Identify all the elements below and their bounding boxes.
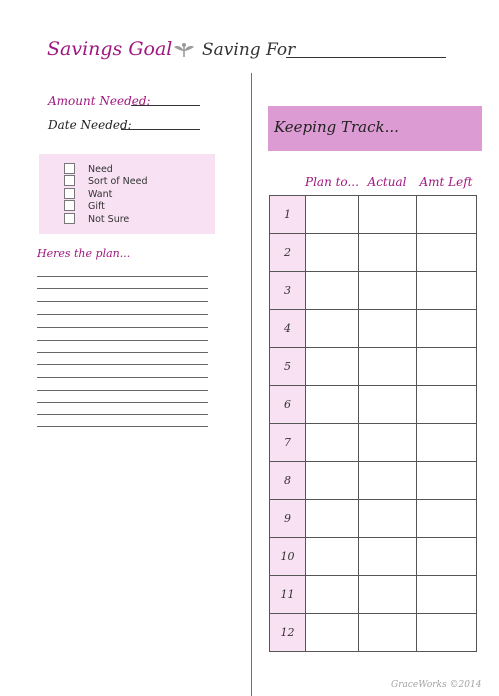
plan-to-cell[interactable] [306,462,359,500]
tracking-table [269,195,477,652]
checkbox-icon[interactable] [64,200,75,211]
plan-line[interactable] [37,301,208,302]
plan-line[interactable] [37,402,208,403]
plan-line[interactable] [37,276,208,277]
row-number: 9 [270,500,306,538]
table-row [270,576,477,614]
plan-line[interactable] [37,314,208,315]
plan-line[interactable] [37,390,208,391]
actual-cell[interactable] [359,576,417,614]
plan-line[interactable] [37,288,208,289]
actual-cell[interactable] [359,424,417,462]
plan-to-cell[interactable] [306,576,359,614]
amount-needed-field[interactable] [131,105,200,106]
plan-to-cell[interactable] [306,310,359,348]
footer-credit: GraceWorks ©2014 [391,680,482,690]
date-needed-label: Date Needed: [48,118,132,132]
plan-line[interactable] [37,340,208,341]
page-title: Savings Goal [47,38,173,60]
plan-line[interactable] [37,414,208,415]
need-option-need[interactable]: Need [64,164,113,176]
actual-cell[interactable] [359,386,417,424]
column-divider [251,73,252,696]
table-row [270,386,477,424]
saving-for-label: Saving For [202,40,296,60]
need-option-gift[interactable]: Gift [64,201,105,213]
plan-to-cell[interactable] [306,272,359,310]
amt-left-cell[interactable] [417,462,477,500]
keeping-track-title: Keeping Track... [274,118,399,136]
row-number: 11 [270,576,306,614]
plan-line[interactable] [37,364,208,365]
checkbox-icon[interactable] [64,175,75,186]
actual-cell[interactable] [359,234,417,272]
row-number: 12 [270,614,306,652]
row-number: 5 [270,348,306,386]
actual-cell[interactable] [359,272,417,310]
amt-left-cell[interactable] [417,576,477,614]
amt-left-cell[interactable] [417,272,477,310]
checkbox-icon[interactable] [64,163,75,174]
row-number: 6 [270,386,306,424]
table-row [270,310,477,348]
row-number: 10 [270,538,306,576]
keeping-track-header [268,106,482,151]
plan-line[interactable] [37,352,208,353]
plan-to-cell[interactable] [306,386,359,424]
amt-left-cell[interactable] [417,386,477,424]
plan-title: Heres the plan... [37,247,131,260]
row-number: 7 [270,424,306,462]
row-number: 1 [270,196,306,234]
need-option-want[interactable]: Want [64,189,112,201]
table-row [270,538,477,576]
column-header-actual: Actual [367,175,407,189]
plan-to-cell[interactable] [306,234,359,272]
column-header-amt-left: Amt Left [419,175,473,189]
actual-cell[interactable] [359,538,417,576]
saving-for-field[interactable] [286,57,446,58]
checkbox-icon[interactable] [64,188,75,199]
row-number: 2 [270,234,306,272]
plan-to-cell[interactable] [306,196,359,234]
amount-needed-label: Amount Needed: [48,94,151,108]
actual-cell[interactable] [359,348,417,386]
amt-left-cell[interactable] [417,234,477,272]
table-row [270,614,477,652]
need-type-box [39,154,215,234]
amt-left-cell[interactable] [417,500,477,538]
table-row [270,500,477,538]
plan-to-cell[interactable] [306,538,359,576]
plan-line[interactable] [37,327,208,328]
amt-left-cell[interactable] [417,424,477,462]
amt-left-cell[interactable] [417,614,477,652]
table-row [270,196,477,234]
table-row [270,424,477,462]
actual-cell[interactable] [359,462,417,500]
row-number: 3 [270,272,306,310]
plan-to-cell[interactable] [306,424,359,462]
table-row [270,462,477,500]
amt-left-cell[interactable] [417,348,477,386]
column-header-plan-to: Plan to... [305,175,359,189]
actual-cell[interactable] [359,500,417,538]
need-option-not-sure[interactable]: Not Sure [64,214,129,226]
amt-left-cell[interactable] [417,196,477,234]
flourish-icon [173,42,195,58]
table-row [270,348,477,386]
actual-cell[interactable] [359,196,417,234]
checkbox-icon[interactable] [64,213,75,224]
actual-cell[interactable] [359,614,417,652]
row-number: 4 [270,310,306,348]
need-option-sort-of-need[interactable]: Sort of Need [64,176,148,188]
table-row [270,234,477,272]
table-row [270,272,477,310]
plan-to-cell[interactable] [306,500,359,538]
actual-cell[interactable] [359,310,417,348]
plan-to-cell[interactable] [306,614,359,652]
plan-line[interactable] [37,426,208,427]
row-number: 8 [270,462,306,500]
plan-line[interactable] [37,377,208,378]
amt-left-cell[interactable] [417,538,477,576]
amt-left-cell[interactable] [417,310,477,348]
date-needed-field[interactable] [121,129,200,130]
plan-to-cell[interactable] [306,348,359,386]
